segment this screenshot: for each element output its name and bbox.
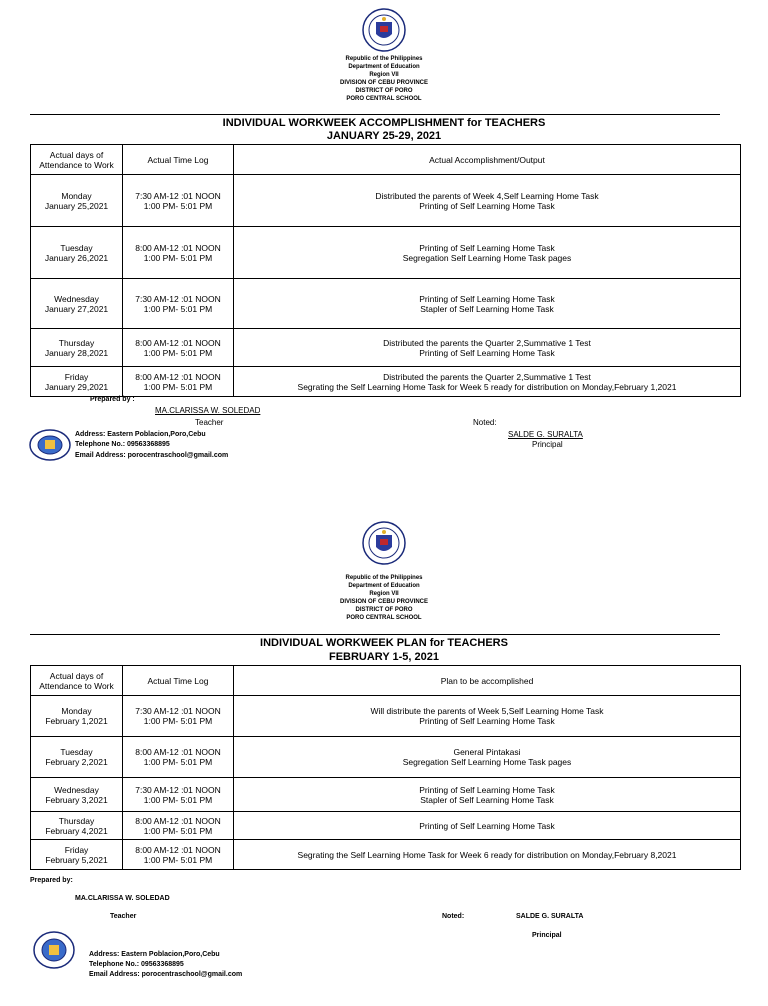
table-row: Friday January 29,2021 8:00 AM-12 :01 NOON 1:00 PM- 5:01 PM Distributed the parents the Quarter 2,Summative 1 Test Segrating the Self Learning Home Task for Week 5 ready for distribution on Monday,February 1,2021 <box>31 367 741 397</box>
teacher-name: MA.CLARISSA W. SOLEDAD <box>155 406 261 415</box>
school-logo-icon <box>32 930 76 970</box>
divider <box>30 634 720 635</box>
school-address: Address: Eastern Poblacion,Poro,Cebu <box>89 951 220 958</box>
section1-title: INDIVIDUAL WORKWEEK ACCOMPLISHMENT for TEACHERS <box>222 117 546 129</box>
divider <box>30 114 720 115</box>
school-address: Address: Eastern Poblacion,Poro,Cebu <box>75 431 206 438</box>
school-email: Email Address: porocentraschool@gmail.com <box>89 971 243 978</box>
table-row: Monday February 1,2021 7:30 AM-12 :01 NOON 1:00 PM- 5:01 PM Will distribute the parents of Week 5,Self Learning Home Task Printing of Self Learning Home Task <box>31 696 741 737</box>
teacher-name: MA.CLARISSA W. SOLEDAD <box>75 895 170 902</box>
section2-subtitle: FEBRUARY 1-5, 2021 <box>328 651 440 663</box>
noted-label: Noted: <box>442 913 465 920</box>
principal-role: Principal <box>532 932 562 939</box>
school-telephone: Telephone No.: 09563368895 <box>75 441 170 448</box>
table-row: Tuesday January 26,2021 8:00 AM-12 :01 NOON 1:00 PM- 5:01 PM Printing of Self Learning Home Task Segregation Self Learning Home Task pages <box>31 227 741 279</box>
deped-seal-icon <box>362 8 406 52</box>
table-row: Thursday January 28,2021 8:00 AM-12 :01 NOON 1:00 PM- 5:01 PM Distributed the parents the Quarter 2,Summative 1 Test Printing of Self Learning Home Task <box>31 329 741 367</box>
table-row: Friday February 5,2021 8:00 AM-12 :01 NOON 1:00 PM- 5:01 PM Segrating the Self Learning Home Task for Week 6 ready for distribution on Monday,February 8,2021 <box>31 840 741 870</box>
table-row: Monday January 25,2021 7:30 AM-12 :01 NOON 1:00 PM- 5:01 PM Distributed the parents of Week 4,Self Learning Home Task Printing of Self Learning Home Task <box>31 175 741 227</box>
table-row: Wednesday January 27,2021 7:30 AM-12 :01 NOON 1:00 PM- 5:01 PM Printing of Self Learning Home Task Stapler of Self Learning Home Task <box>31 279 741 329</box>
table-header-row: Actual days of Attendance to Work Actual Time Log Actual Accomplishment/Output <box>31 145 741 175</box>
school-email: Email Address: porocentraschool@gmail.com <box>75 452 229 459</box>
table-row: Wednesday February 3,2021 7:30 AM-12 :01 NOON 1:00 PM- 5:01 PM Printing of Self Learning Home Task Stapler of Self Learning Home Task <box>31 778 741 812</box>
teacher-role: Teacher <box>195 418 224 427</box>
teacher-role: Teacher <box>110 913 137 920</box>
table-row: Thursday February 4,2021 8:00 AM-12 :01 NOON 1:00 PM- 5:01 PM Printing of Self Learning Home Task <box>31 812 741 840</box>
school-telephone: Telephone No.: 09563368895 <box>89 961 184 968</box>
principal-name: SALDE G. SURALTA <box>508 430 583 439</box>
letterhead: Republic of the Philippines Department of Education Region VII DIVISION OF CEBU PROVINCE DISTRICT OF PORO PORO CENTRAL SCHOOL <box>339 575 428 621</box>
section2-title: INDIVIDUAL WORKWEEK PLAN for TEACHERS <box>260 637 508 649</box>
table-header-row: Actual days of Attendance to Work Actual Time Log Plan to be accomplished <box>31 666 741 696</box>
principal-name: SALDE G. SURALTA <box>516 913 584 920</box>
deped-seal-icon <box>362 521 406 565</box>
section1-subtitle: JANUARY 25-29, 2021 <box>326 130 442 142</box>
noted-label: Noted: <box>473 418 497 427</box>
school-logo-icon <box>28 428 72 462</box>
prepared-by-label: Prepared by : <box>90 396 135 403</box>
letterhead: Republic of the Philippines Department of Education Region VII DIVISION OF CEBU PROVINCE DISTRICT OF PORO PORO CENTRAL SCHOOL <box>339 56 428 102</box>
accomplishment-table <box>30 144 741 397</box>
table-row: Tuesday February 2,2021 8:00 AM-12 :01 NOON 1:00 PM- 5:01 PM General Pintakasi Segregation Self Learning Home Task pages <box>31 737 741 778</box>
prepared-by-label: Prepared by: <box>30 877 73 884</box>
principal-role: Principal <box>532 440 563 449</box>
plan-table <box>30 665 741 870</box>
